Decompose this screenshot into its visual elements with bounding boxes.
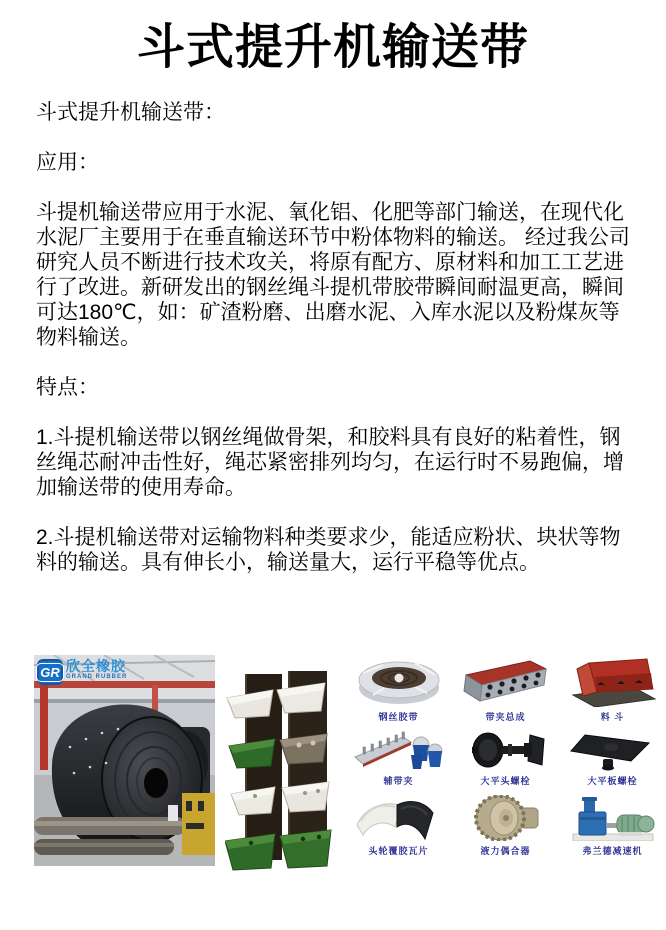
elevator-buckets-photo [225,650,341,876]
parts-grid [345,652,666,859]
product-label: 料 斗 [600,712,625,722]
flat-plate-bolt-image [565,729,661,771]
features-heading: 特点： [36,376,99,399]
product-label: 弗兰德减速机 [582,846,643,856]
company-logo [37,659,127,685]
product-label: 头轮覆胶瓦片 [368,846,429,856]
product-item [452,652,559,725]
hopper-image [565,655,661,707]
product-item [345,652,452,725]
flender-reducer-image [565,795,661,841]
product-item [559,725,666,789]
product-label: 辅带夹 [383,776,414,786]
product-label: 钢丝胶带 [378,712,419,722]
fluid-coupling-image [458,795,554,841]
application-paragraph: 斗提机输送带应用于水泥、氧化铝、化肥等部门输送，在现代化水泥厂主要用于在垂直输送环节中粉体物料的输送。 经过我公司研究人员不断进行技术攻关，将原有配方、原材料和加工工艺进行了改进。新研发出的钢丝绳斗提机带胶带瞬间耐温更高，瞬间可达180℃，如：矿渣粉磨、出磨水泥、入库水泥以及粉煤灰等物料输送。 [36,201,630,349]
page-title: 斗式提升机输送带 [136,21,529,74]
application-heading: 应用： [36,151,99,174]
product-item [452,789,559,859]
aux-belt-clamp-image [351,729,447,771]
product-label: 大平头螺栓 [480,776,531,786]
intro-line: 斗式提升机输送带： [36,101,225,124]
logo-gr-monogram-icon [37,659,63,685]
steel-wire-belt-image [351,655,447,707]
product-label: 液力偶合器 [480,846,531,856]
product-item [345,725,452,789]
product-item [452,725,559,789]
belt-roll-factory-photo [34,655,215,866]
product-item [345,789,452,859]
product-item [559,789,666,859]
logo-name-cn: 欣全橡胶 [66,658,126,674]
logo-name-en: GRAND RUBBER [66,674,128,680]
product-label: 大平板螺栓 [587,776,638,786]
product-label: 带夹总成 [485,712,526,722]
logo-monogram-text: GR [36,663,64,682]
feature-1-paragraph: 1.斗提机输送带以钢丝绳做骨架，和胶料具有良好的粘着性，钢丝绳芯耐冲击性好，绳芯紧密排列均匀，在运行时不易跑偏，增加输送带的使用寿命。 [36,426,624,499]
product-item [559,652,666,725]
head-wheel-rubber-tiles-image [351,795,447,841]
belt-roll-photo-image [34,655,215,866]
feature-2-paragraph: 2.斗提机输送带对运输物料种类要求少，能适应粉状、块状等物料的输送。具有伸长小，输送量大，运行平稳等优点。 [36,526,621,574]
belt-clamp-assembly-image [458,655,554,707]
elevator-buckets-image [225,650,341,876]
flat-head-bolt-image [458,729,554,771]
